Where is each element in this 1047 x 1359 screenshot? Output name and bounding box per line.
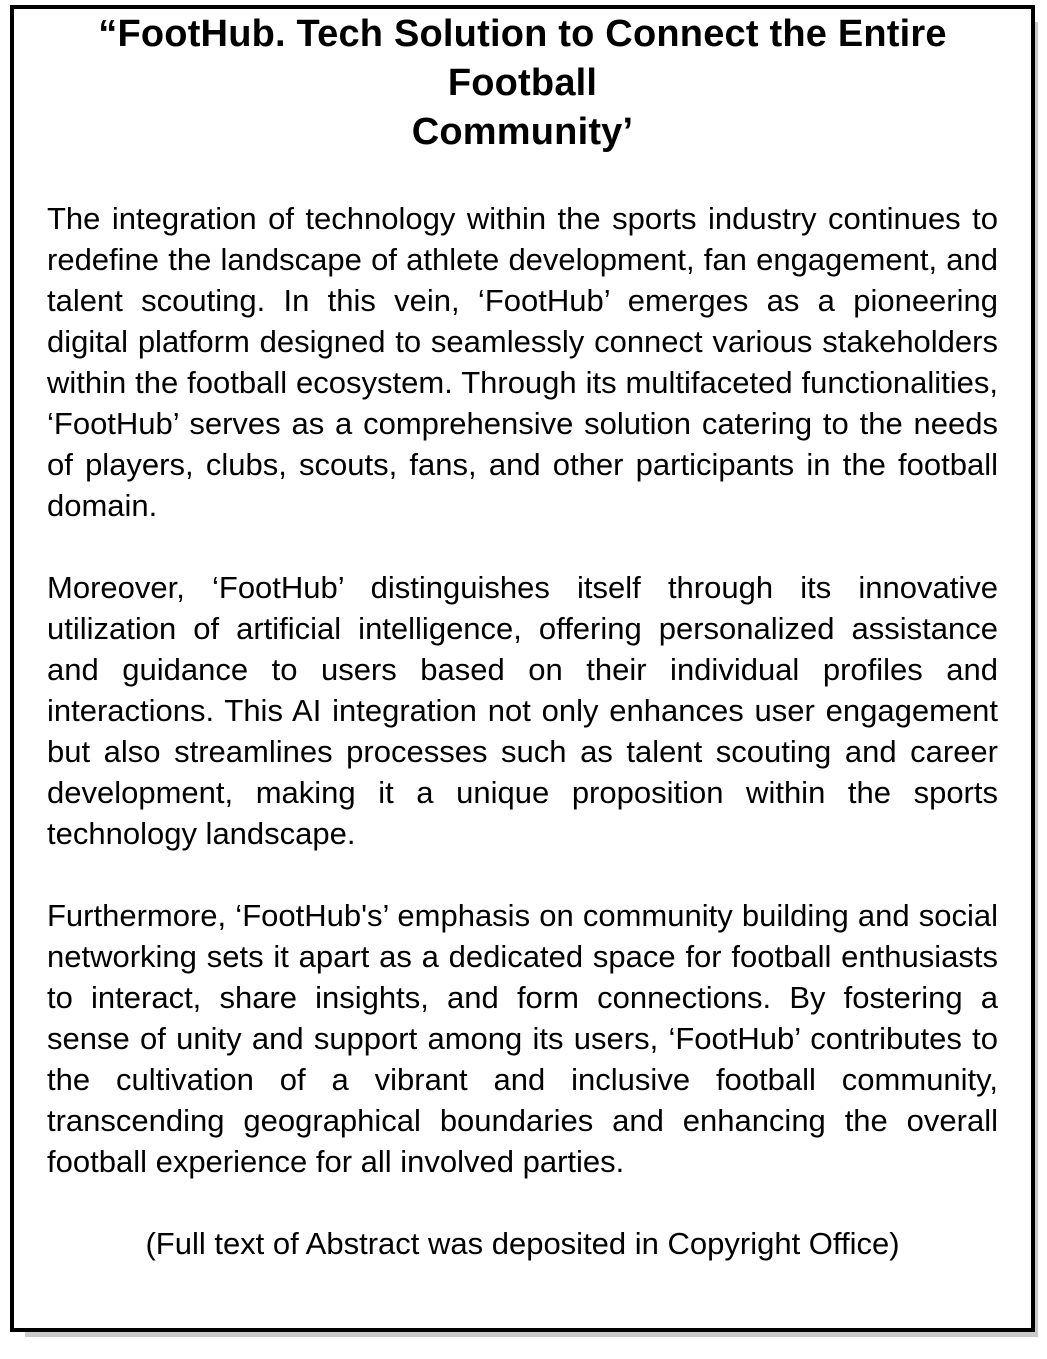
document-title-line-2: Community’ [411, 111, 634, 153]
copyright-deposit-note: (Full text of Abstract was deposited in Copyright Office) [145, 1226, 900, 1261]
abstract-paragraph-1: The integration of technology within the sports industry continues to redefine the landscape of athlete development, fan engagement, and talent scouting. In this vein, ‘FootHub’ emerges as a pioneering digital platform designed to seamlessly connect various stakeholders within the football ecosystem. Through its multifaceted functionalities, ‘FootHub’ serves as a comprehensive solution catering to the needs of players, clubs, scouts, fans, and other participants in the football domain. [47, 201, 998, 523]
abstract-paragraph-3: Furthermore, ‘FootHub's’ emphasis on community building and social networking sets it apart as a dedicated space for football enthusiasts to interact, share insights, and form connections. By fostering a sense of unity and support among its users, ‘FootHub’ contributes to the cultivation of a vibrant and inclusive football community, transcending geographical boundaries and enhancing the overall football experience for all involved parties. [47, 898, 998, 1179]
document-title-line-1: “FootHub. Tech Solution to Connect the Entire Football [98, 13, 947, 104]
abstract-paragraph-2: Moreover, ‘FootHub’ distinguishes itself through its innovative utilization of artificial intelligence, offering personalized assistance and guidance to users based on their individual profiles and interactions. This AI integration not only enhances user engagement but also streamlines processes such as talent scouting and career development, making it a unique proposition within the sports technology landscape. [47, 570, 998, 851]
document-title [47, 10, 998, 157]
page-border-frame [10, 5, 1035, 1332]
